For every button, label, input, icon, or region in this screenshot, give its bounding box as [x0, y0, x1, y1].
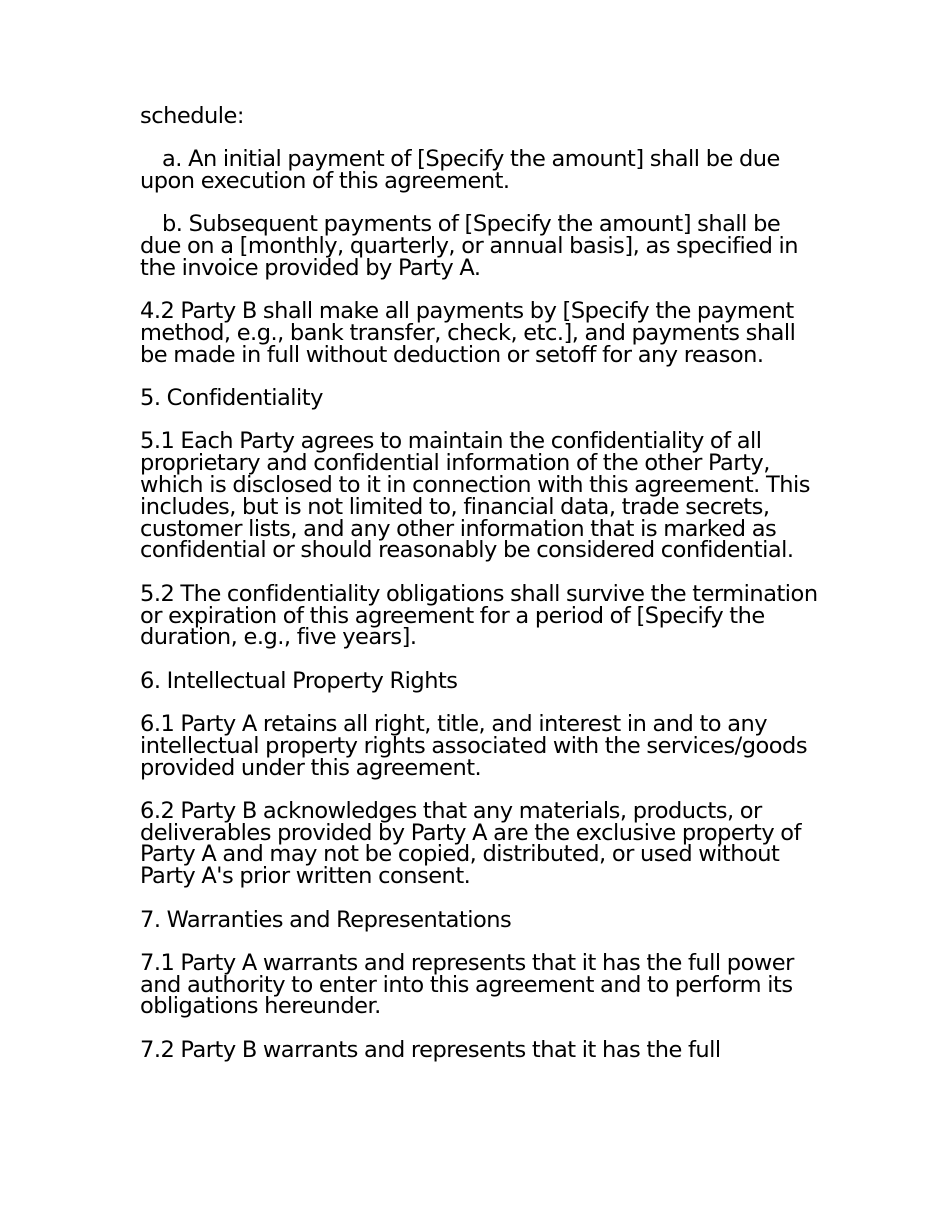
paragraph-7-2: 7.2 Party B warrants and represents that it has the full [140, 1036, 721, 1063]
section-heading-confidentiality: 5. Confidentiality [140, 385, 323, 412]
section-heading-warranties: 7. Warranties and Representations [140, 906, 512, 933]
paragraph-6-2: 6.2 Party B acknowledges that any materials, products, or deliverables provided by Party A are the exclusive property of Party A and may not be copied, distributed, or used without Party A's prior written consent. [140, 797, 801, 890]
section-heading-intellectual-property: 6. Intellectual Property Rights [140, 667, 458, 694]
document-page [140, 103, 820, 1083]
paragraph-5-1: 5.1 Each Party agrees to maintain the confidentiality of all proprietary and confidential information of the other Party, which is disclosed to it in connection with this agreement. This includes, but is not limited to, financial data, trade secrets, customer lists, and any other information that is marked as confidential or should reasonably be considered confidential. [140, 428, 810, 564]
paragraph-5-2: 5.2 The confidentiality obligations shall survive the termination or expiration of this agreement for a period of [Specify the duration, e.g., five years]. [140, 580, 818, 651]
paragraph-6-1: 6.1 Party A retains all right, title, and interest in and to any intellectual property rights associated with the services/goods provided under this agreement. [140, 710, 808, 781]
paragraph-initial-payment: a. An initial payment of [Specify the amount] shall be due upon execution of this agreement. [140, 146, 780, 195]
paragraph-schedule: schedule: [140, 103, 244, 129]
paragraph-subsequent-payments: b. Subsequent payments of [Specify the amount] shall be due on a [monthly, quarterly, or annual basis], as specified in the invoice provided by Party A. [140, 211, 799, 281]
paragraph-4-2: 4.2 Party B shall make all payments by [Specify the payment method, e.g., bank transfer, check, etc.], and payments shall be made in full without deduction or setoff for any reason. [140, 298, 796, 368]
paragraph-7-1: 7.1 Party A warrants and represents that it has the full power and authority to enter into this agreement and to perform its obligations hereunder. [140, 949, 794, 1020]
